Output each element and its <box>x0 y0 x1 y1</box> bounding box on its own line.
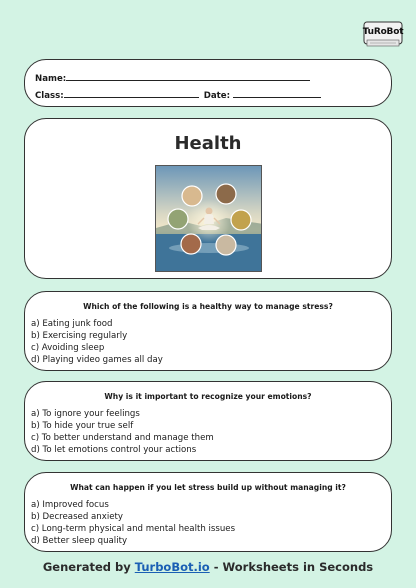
page-title: Health <box>174 133 242 154</box>
name-field[interactable] <box>35 70 391 87</box>
answer-option[interactable]: a) Improved focus <box>31 500 109 510</box>
class-blank[interactable] <box>64 87 199 98</box>
answer-option[interactable]: c) Avoiding sleep <box>31 342 105 353</box>
answer-option[interactable]: b) To hide your true self <box>31 420 134 431</box>
turbobot-link[interactable]: TurboBot.io <box>134 560 210 574</box>
question-card-1 <box>24 291 392 371</box>
footer-suffix: - Worksheets in Seconds <box>209 560 374 574</box>
question-text: Why is it important to recognize your emotions? <box>104 392 312 401</box>
question-card-2 <box>24 381 392 461</box>
name-label: Name: <box>35 74 67 84</box>
date-blank[interactable] <box>233 87 321 98</box>
class-label: Class: <box>35 91 64 101</box>
class-date-field[interactable] <box>35 87 391 104</box>
student-info-card <box>24 59 392 107</box>
answer-option[interactable]: a) To ignore your feelings <box>31 409 140 419</box>
answer-option[interactable]: d) Better sleep quality <box>31 535 128 546</box>
logo-text: TuRoBot <box>362 27 404 37</box>
question-card-3 <box>24 472 392 552</box>
title-card <box>24 118 392 279</box>
meditation-illustration <box>155 165 262 272</box>
answer-option[interactable]: b) Decreased anxiety <box>31 511 123 522</box>
answer-option[interactable]: c) Long-term physical and mental health issues <box>31 523 236 534</box>
answer-option[interactable]: a) Eating junk food <box>31 319 113 329</box>
answer-option[interactable]: d) To let emotions control your actions <box>31 444 197 455</box>
answer-option[interactable]: c) To better understand and manage them <box>31 432 214 443</box>
footer <box>0 560 416 574</box>
name-blank[interactable] <box>66 70 310 81</box>
question-text: Which of the following is a healthy way to manage stress? <box>83 302 333 311</box>
turobot-logo <box>362 20 404 48</box>
answer-option[interactable]: d) Playing video games all day <box>31 354 163 365</box>
answer-option[interactable]: b) Exercising regularly <box>31 330 128 341</box>
question-text: What can happen if you let stress build up without managing it? <box>70 483 346 492</box>
footer-prefix: Generated by <box>42 560 135 574</box>
date-label: Date: <box>203 91 231 101</box>
